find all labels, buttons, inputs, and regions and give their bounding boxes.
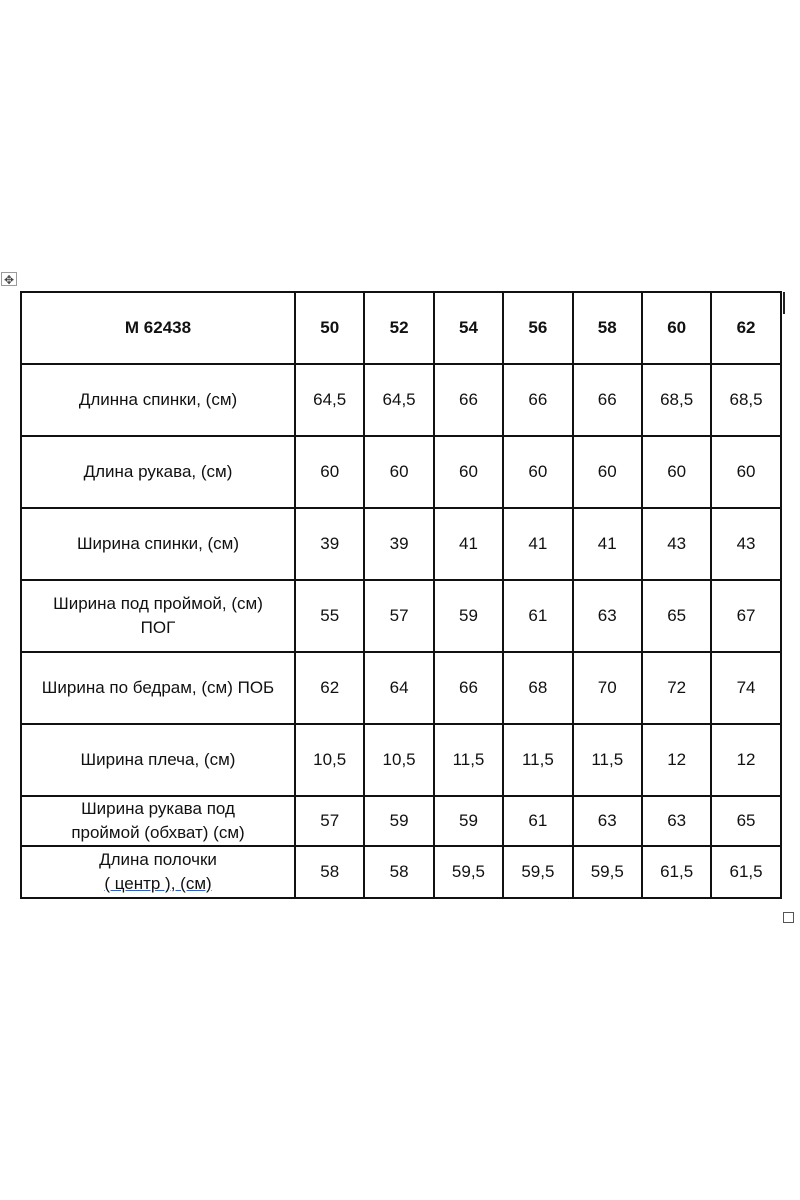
size-header: 54 — [434, 292, 503, 364]
row-label: Ширина под проймой, (см) ПОГ — [21, 580, 295, 652]
table-cell: 10,5 — [295, 724, 364, 796]
table-cell: 65 — [642, 580, 711, 652]
size-header: 52 — [364, 292, 433, 364]
row-label: Длина рукава, (см) — [21, 436, 295, 508]
model-number: M 62438 — [21, 292, 295, 364]
table-cell: 60 — [295, 436, 364, 508]
table-cell: 57 — [364, 580, 433, 652]
table-cell: 74 — [711, 652, 780, 724]
table-row — [21, 508, 781, 580]
table-cell: 60 — [642, 436, 711, 508]
table-cell: 72 — [642, 652, 711, 724]
table-row — [21, 796, 781, 846]
table-cell: 64 — [364, 652, 433, 724]
table-cell: 57 — [295, 796, 364, 846]
table-cell: 55 — [295, 580, 364, 652]
table-cell: 39 — [364, 508, 433, 580]
table-cell: 63 — [642, 796, 711, 846]
row-label: Ширина спинки, (см) — [21, 508, 295, 580]
size-header: 58 — [573, 292, 642, 364]
size-header: 60 — [642, 292, 711, 364]
table-cell: 60 — [434, 436, 503, 508]
table-cell: 66 — [503, 364, 572, 436]
table-cell: 59,5 — [573, 846, 642, 898]
table-cell: 64,5 — [295, 364, 364, 436]
table-cell: 11,5 — [573, 724, 642, 796]
table-cell: 12 — [642, 724, 711, 796]
table-cell: 61,5 — [711, 846, 780, 898]
table-row — [21, 652, 781, 724]
table-cell: 61 — [503, 796, 572, 846]
row-label: Ширина по бедрам, (см) ПОБ — [21, 652, 295, 724]
table-cell: 59 — [434, 580, 503, 652]
table-cell: 66 — [434, 364, 503, 436]
size-header: 62 — [711, 292, 780, 364]
size-header: 56 — [503, 292, 572, 364]
table-cell: 64,5 — [364, 364, 433, 436]
table-cell: 41 — [503, 508, 572, 580]
table-resize-handle-icon[interactable] — [783, 912, 794, 923]
table-cell: 68 — [503, 652, 572, 724]
table-row — [21, 724, 781, 796]
size-header: 50 — [295, 292, 364, 364]
table-cell: 61,5 — [642, 846, 711, 898]
table-cell: 11,5 — [503, 724, 572, 796]
table-cell: 60 — [503, 436, 572, 508]
table-cell: 58 — [364, 846, 433, 898]
table-cell: 63 — [573, 796, 642, 846]
table-cell: 41 — [434, 508, 503, 580]
row-label: Ширина рукава под проймой (обхват) (см) — [21, 796, 295, 846]
table-cell: 63 — [573, 580, 642, 652]
table-cell: 59,5 — [434, 846, 503, 898]
table-cell: 59 — [434, 796, 503, 846]
table-cell: 43 — [642, 508, 711, 580]
table-row — [21, 364, 781, 436]
row-label: Длина полочки ( центр ), (см) — [21, 846, 295, 898]
table-cell: 10,5 — [364, 724, 433, 796]
table-row — [21, 846, 781, 898]
table-cell: 58 — [295, 846, 364, 898]
table-cell: 59 — [364, 796, 433, 846]
row-label: Длинна спинки, (см) — [21, 364, 295, 436]
table-cell: 41 — [573, 508, 642, 580]
table-cell: 66 — [573, 364, 642, 436]
text-cursor-bar — [783, 292, 785, 314]
table-row — [21, 580, 781, 652]
table-cell: 59,5 — [503, 846, 572, 898]
row-label: Ширина плеча, (см) — [21, 724, 295, 796]
table-cell: 60 — [364, 436, 433, 508]
table-cell: 70 — [573, 652, 642, 724]
table-cell: 65 — [711, 796, 780, 846]
table-cell: 68,5 — [711, 364, 780, 436]
table-cell: 39 — [295, 508, 364, 580]
table-cell: 11,5 — [434, 724, 503, 796]
table-move-handle-icon[interactable]: ✥ — [1, 272, 17, 286]
table-cell: 43 — [711, 508, 780, 580]
table-cell: 68,5 — [642, 364, 711, 436]
table-cell: 60 — [573, 436, 642, 508]
table-cell: 61 — [503, 580, 572, 652]
header-row — [21, 292, 781, 364]
table-cell: 66 — [434, 652, 503, 724]
table-cell: 12 — [711, 724, 780, 796]
table-cell: 62 — [295, 652, 364, 724]
table-cell: 60 — [711, 436, 780, 508]
table-row — [21, 436, 781, 508]
size-chart-table — [20, 291, 782, 899]
table-cell: 67 — [711, 580, 780, 652]
